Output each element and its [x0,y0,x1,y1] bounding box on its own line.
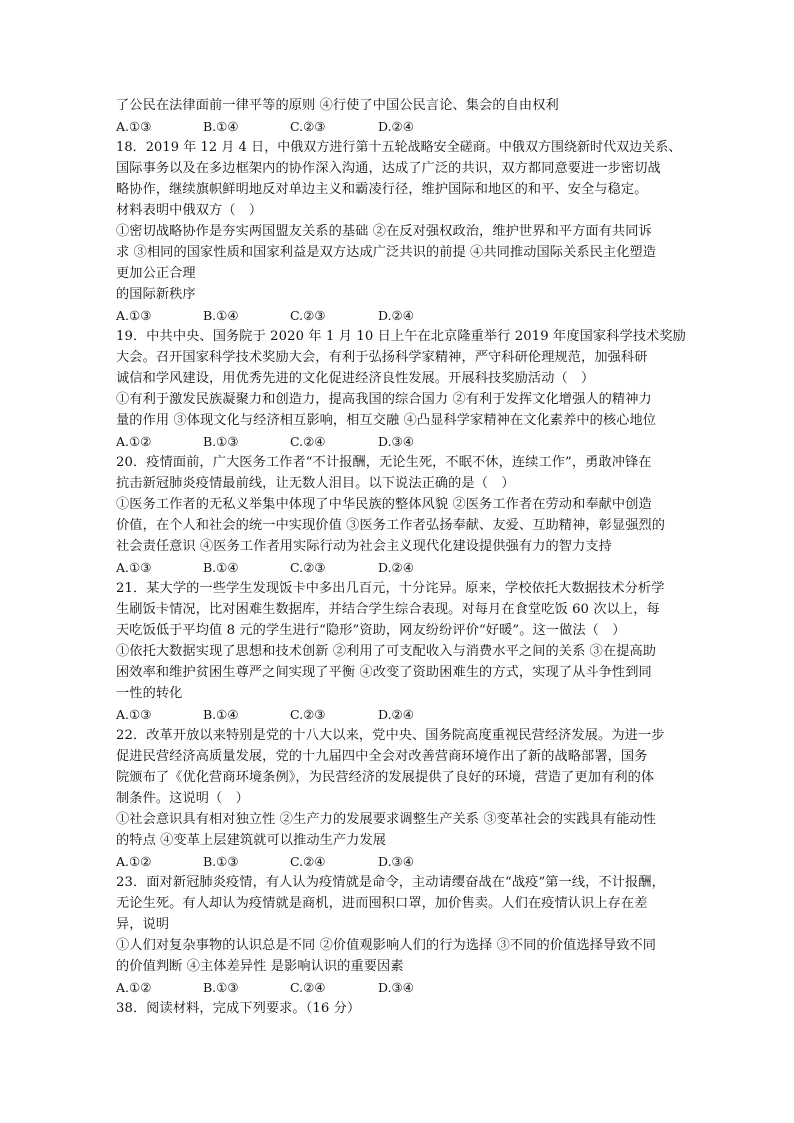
text-line: ①人们对复杂事物的认识总是不同 ②价值观影响人们的行为选择 ③不同的价值选择导致不同 [116,938,657,953]
text-line: ①社会意识具有相对独立性 ②生产力的发展要求调整生产关系 ③变革社会的实践具有能动性 [116,812,657,827]
question-19-stem: 19．中共中央、国务院于 2020 年 1 月 10 日上午在北京隆重举行 2019 年度国家科学技术奖励 [116,329,686,344]
text-line: 一性的转化 [116,686,183,701]
option-a: A.①② [116,980,152,995]
option-b: B.①③ [203,980,239,995]
text-line: 略协作，继续旗帜鲜明地反对单边主义和霸凌行径，维护国际和地区的和平、安全与稳定。 [116,182,648,197]
text-line: 材料表明中俄双方（ ） [116,203,263,218]
text-line: 社会责任意识 ④医务工作者用实际行动为社会主义现代化建设提供强有力的智力支持 [116,539,612,554]
option-b: B.①③ [203,854,239,869]
text-line: 促进民营经济高质量发展，党的十九届四中全会对改善营商环境作出了新的战略部署，国务 [116,749,648,764]
option-b: B.①④ [203,707,239,722]
option-b: B.①③ [203,434,239,449]
text-line: 诚信和学风建设，用优秀先进的文化促进经济良性发展。开展科技奖励活动（ ） [116,371,595,386]
text-line: 生刷饭卡情况，比对困难生数据库，并结合学生综合表现。对每月在食堂吃饭 60 次以上，每 [116,602,660,617]
option-a: A.①② [116,434,152,449]
text-line: 的价值判断 ④主体差异性 是影响认识的重要因素 [116,959,404,974]
option-d: D.③④ [378,854,414,869]
text-line: 异，说明 [116,917,170,932]
text-line: 大会。召开国家科学技术奖励大会，有利于弘扬科学家精神，严守科研伦理规范，加强科研 [116,350,648,365]
text-line: 量的作用 ③体现文化与经济相互影响，相互交融 ④凸显科学家精神在文化素养中的核心地位 [116,413,657,428]
question-22-stem: 22．改革开放以来特别是党的十八大以来，党中央、国务院高度重视民营经济发展。为进一步 [116,728,665,743]
option-c: C.②③ [290,707,326,722]
option-a: A.①② [116,854,152,869]
text-line: 价值，在个人和社会的统一中实现价值 ③医务工作者弘扬奉献、友爱、互助精神，彰显强烈的 [116,518,666,533]
option-c: C.②③ [290,308,326,323]
text-line: 的特点 ④变革上层建筑就可以推动生产力发展 [116,833,387,848]
answer-options [116,852,536,872]
option-a: A.①③ [116,707,152,722]
option-b: B.①④ [203,308,239,323]
option-c: C.②④ [290,434,326,449]
option-d: D.②④ [378,707,414,722]
text-line: ①有利于激发民族凝聚力和创造力，提高我国的综合国力 ②有利于发挥文化增强人的精神力 [116,392,652,407]
answer-options [116,705,536,725]
text-line: 国际事务以及在多边框架内的协作深入沟通，达成了广泛的共识，双方都同意要进一步密切战 [116,161,661,176]
option-c: C.②④ [290,854,326,869]
option-a: A.①③ [116,560,152,575]
option-a: A.①③ [116,308,152,323]
option-d: D.②④ [378,308,414,323]
text-line: 制条件。这说明（ ） [116,791,249,806]
text-line: 了公民在法律面前一律平等的原则 ④行使了中国公民言论、集会的自由权利 [116,98,559,113]
answer-options [116,306,536,326]
answer-options [116,432,536,452]
text-line: 抗击新冠肺炎疫情最前线，让无数人泪目。以下说法正确的是（ ） [116,476,515,491]
option-a: A.①③ [116,119,152,134]
option-c: C.②④ [290,980,326,995]
text-line: 天吃饭低于平均值 8 元的学生进行“隐形”资助，网友纷纷评价“好暖”。这一做法（ ） [116,623,626,638]
text-line: 院颁布了《优化营商环境条例》，为民营经济的发展提供了良好的环境，营造了更加有利的体 [116,770,655,785]
question-23-stem: 23．面对新冠肺炎疫情，有人认为疫情就是命令，主动请缨奋战在“战疫”第一线，不计报酬， [116,875,665,890]
answer-options [116,117,536,137]
answer-options [116,558,536,578]
text-line: ①依托大数据实现了思想和技术创新 ②利用了可支配收入与消费水平之间的关系 ③在提高助 [116,644,657,659]
question-18-stem: 18．2019 年 12 月 4 日，中俄双方进行第十五轮战略安全磋商。中俄双方围绕新时代双边关系、 [116,140,682,155]
option-d: D.③④ [378,980,414,995]
text-line: 无论生死。有人却认为疫情就是商机，进而囤积口罩，加价售卖。人们在疫情认识上存在差 [116,896,648,911]
option-d: D.③④ [378,434,414,449]
text-line: ①医务工作者的无私义举集中体现了中华民族的整体风貌 ②医务工作者在劳动和奉献中创造 [116,497,652,512]
text-line: 更加公正合理 [116,266,196,281]
question-21-stem: 21．某大学的一些学生发现饭卡中多出几百元，十分诧异。原来，学校依托大数据技术分析学 [116,581,665,596]
option-d: D.②④ [378,119,414,134]
option-c: C.②③ [290,560,326,575]
text-line: 的国际新秩序 [116,287,196,302]
option-b: B.①④ [203,560,239,575]
option-c: C.②③ [290,119,326,134]
question-38-stem: 38．阅读材料，完成下列要求。（16 分） [116,1001,361,1016]
text-line: 求 ③相同的国家性质和国家利益是双方达成广泛共识的前提 ④共同推动国际关系民主化塑造 [116,245,657,260]
option-d: D.②④ [378,560,414,575]
text-line: 困效率和维护贫困生尊严之间实现了平衡 ④改变了资助困难生的方式，实现了从斗争性到同 [116,665,652,680]
answer-options [116,978,536,998]
question-20-stem: 20．疫情面前，广大医务工作者“不计报酬，无论生死，不眠不休，连续工作”，勇敢冲锋在 [116,455,652,470]
option-b: B.①④ [203,119,239,134]
text-line: ①密切战略协作是夯实两国盟友关系的基础 ②在反对强权政治，维护世界和平方面有共同诉 [116,224,652,239]
